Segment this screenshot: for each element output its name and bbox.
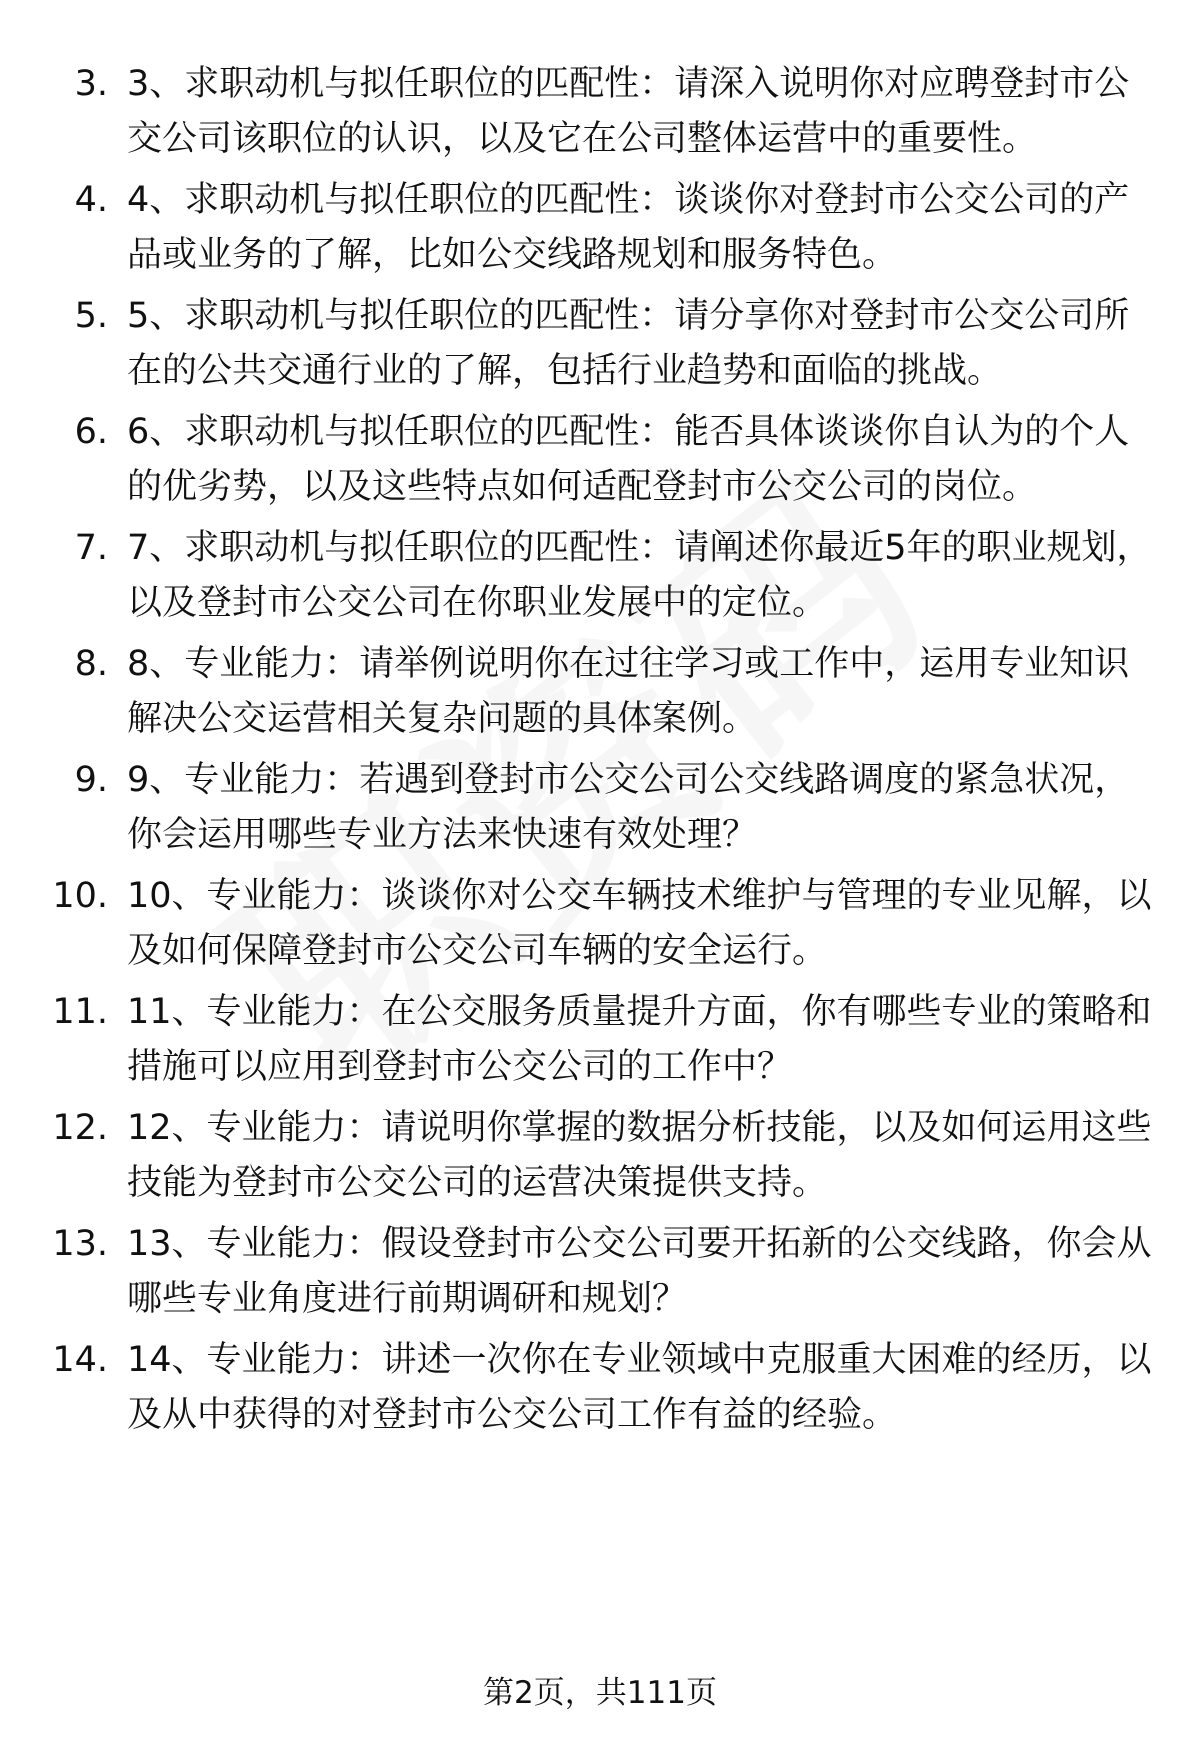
question-text: 12、专业能力：请说明你掌握的数据分析技能，以及如何运用这些技能为登封市公交公司的运营决策提供支持。 — [127, 1108, 1152, 1203]
question-text: 14、专业能力：讲述一次你在专业领域中克服重大困难的经历，以及从中获得的对登封市公交公司工作有益的经验。 — [127, 1340, 1152, 1435]
question-text: 11、专业能力：在公交服务质量提升方面，你有哪些专业的策略和措施可以应用到登封市公交公司的工作中？ — [127, 992, 1152, 1087]
question-number: 6. — [74, 412, 108, 452]
question-number: 10. — [52, 876, 108, 916]
question-number: 11. — [52, 992, 108, 1032]
question-number: 5. — [74, 296, 108, 336]
question-text: 13、专业能力：假设登封市公交公司要开拓新的公交线路，你会从哪些专业角度进行前期调研和规划？ — [127, 1224, 1152, 1319]
question-text: 7、求职动机与拟任职位的匹配性：请阐述你最近5年的职业规划，以及登封市公交公司在你职业发展中的定位。 — [127, 528, 1152, 623]
question-item — [0, 57, 1200, 173]
question-item — [0, 637, 1200, 753]
question-text: 10、专业能力：谈谈你对公交车辆技术维护与管理的专业见解，以及如何保障登封市公交公司车辆的安全运行。 — [127, 876, 1152, 971]
question-number: 4. — [74, 180, 108, 220]
question-item — [0, 1217, 1200, 1333]
question-number: 8. — [74, 644, 108, 684]
question-number: 14. — [52, 1340, 108, 1380]
question-number: 9. — [74, 760, 108, 800]
question-item — [0, 405, 1200, 521]
question-item — [0, 173, 1200, 289]
question-item — [0, 753, 1200, 869]
question-item — [0, 521, 1200, 637]
question-item — [0, 1333, 1200, 1449]
question-item — [0, 289, 1200, 405]
question-item — [0, 985, 1200, 1101]
question-number: 3. — [74, 64, 108, 104]
question-number: 7. — [74, 528, 108, 568]
question-item — [0, 1101, 1200, 1217]
question-list — [0, 57, 1200, 1449]
question-text: 3、求职动机与拟任职位的匹配性：请深入说明你对应聘登封市公交公司该职位的认识，以及它在公司整体运营中的重要性。 — [127, 64, 1130, 159]
question-text: 8、专业能力：请举例说明你在过往学习或工作中，运用专业知识解决公交运营相关复杂问题的具体案例。 — [127, 644, 1130, 739]
question-text: 5、求职动机与拟任职位的匹配性：请分享你对登封市公交公司所在的公共交通行业的了解，包括行业趋势和面临的挑战。 — [127, 296, 1130, 391]
question-item — [0, 869, 1200, 985]
question-text: 9、专业能力：若遇到登封市公交公司公交线路调度的紧急状况，你会运用哪些专业方法来快速有效处理？ — [127, 760, 1130, 855]
page-footer: 第2页，共111页 — [483, 1675, 717, 1711]
question-text: 4、求职动机与拟任职位的匹配性：谈谈你对登封市公交公司的产品或业务的了解，比如公交线路规划和服务特色。 — [127, 180, 1130, 275]
question-number: 13. — [52, 1224, 108, 1264]
question-number: 12. — [52, 1108, 108, 1148]
question-text: 6、求职动机与拟任职位的匹配性：能否具体谈谈你自认为的个人的优劣势，以及这些特点如何适配登封市公交公司的岗位。 — [127, 412, 1130, 507]
